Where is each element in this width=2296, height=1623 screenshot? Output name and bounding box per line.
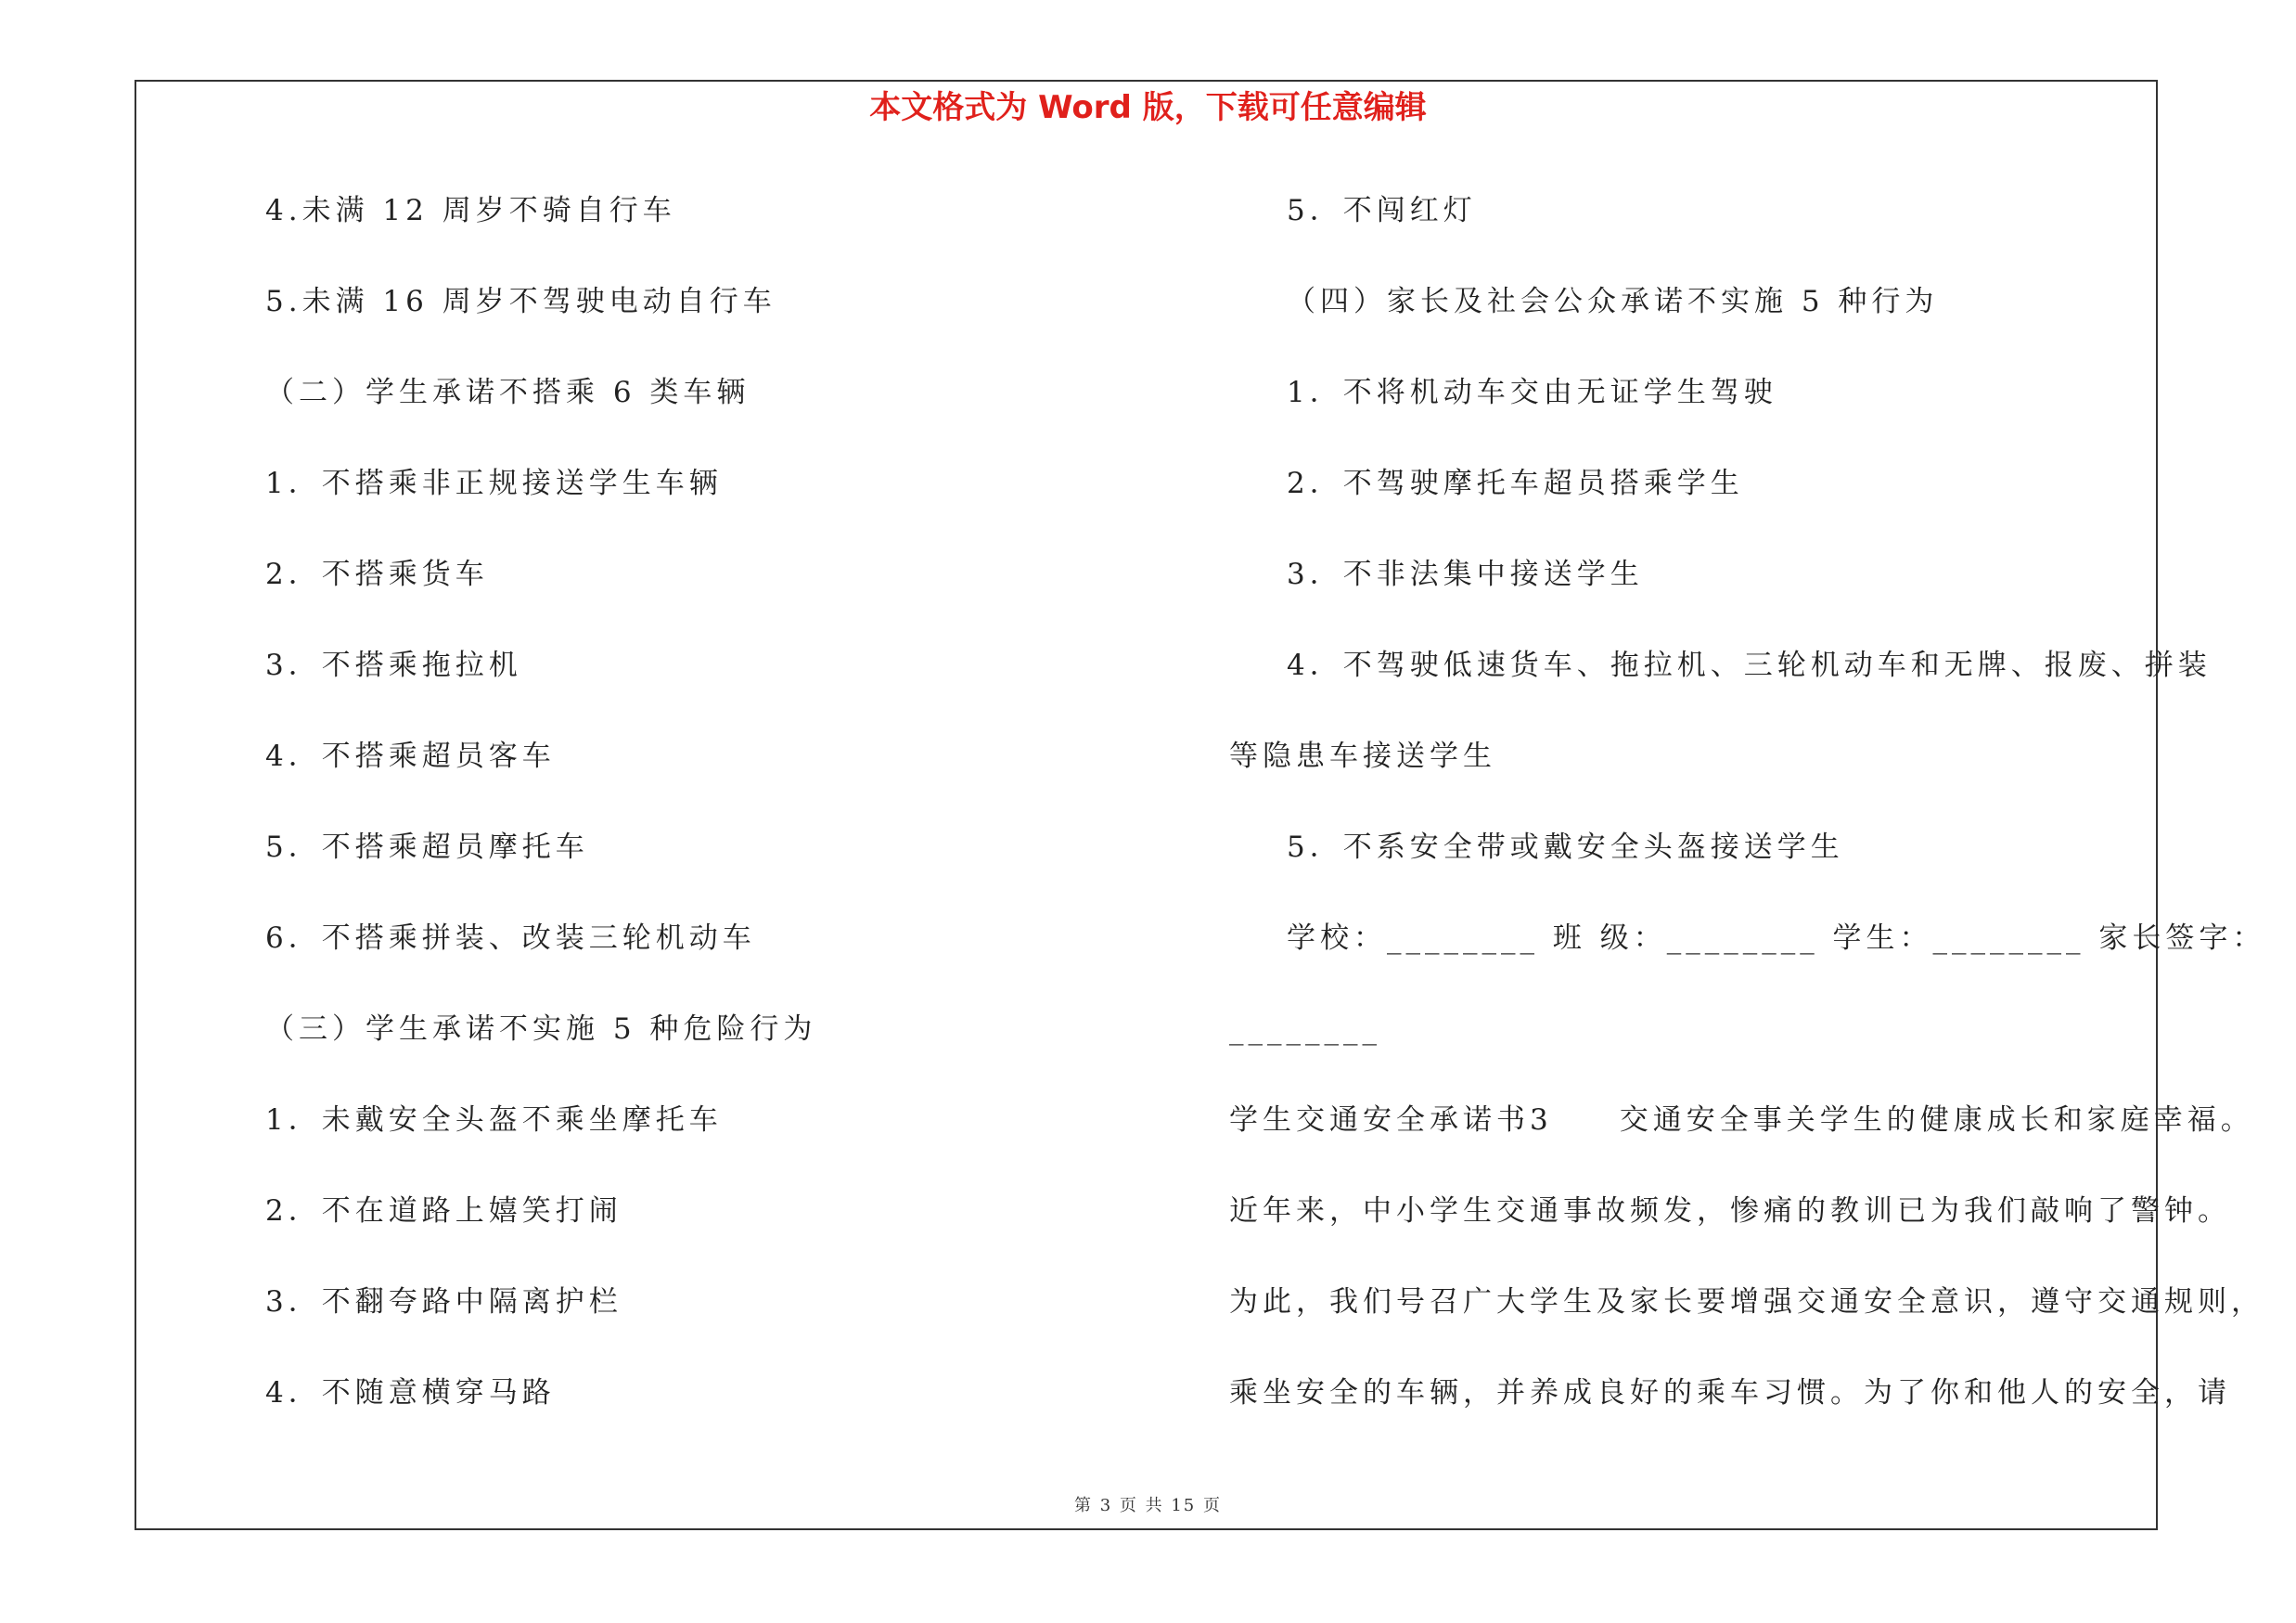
text-line: 3．不翻夸路中隔离护栏 <box>265 1285 622 1319</box>
text-line: 4．不搭乘超员客车 <box>265 740 556 773</box>
signature-line: 学校：________ 班 级：________ 学生：________ 家长签字： <box>1287 921 2266 955</box>
section-heading: （三）学生承诺不实施 5 种危险行为 <box>265 1012 817 1046</box>
text-line: 学生交通安全承诺书3 交通安全事关学生的健康成长和家庭幸福。 <box>1229 1103 2254 1137</box>
right-column <box>1229 181 2266 1454</box>
text-line: 5．不闯红灯 <box>1287 194 1477 227</box>
left-column <box>265 181 1193 1454</box>
text-line: 5.未满 16 周岁不驾驶电动自行车 <box>265 285 776 318</box>
text-line: 4.未满 12 周岁不骑自行车 <box>265 194 676 227</box>
text-line: 3．不非法集中接送学生 <box>1287 558 1644 591</box>
text-line: 4．不驾驶低速货车、拖拉机、三轮机动车和无牌、报废、拼装 <box>1287 649 2212 682</box>
text-line: 为此，我们号召广大学生及家长要增强交通安全意识，遵守交通规则， <box>1229 1285 2264 1319</box>
section-heading: （四）家长及社会公众承诺不实施 5 种行为 <box>1287 285 1939 318</box>
text-line: 6．不搭乘拼装、改装三轮机动车 <box>265 921 756 955</box>
text-line: 等隐患车接送学生 <box>1229 740 1496 773</box>
signature-blank: ________ <box>1229 1012 1381 1046</box>
text-line: 1．不将机动车交由无证学生驾驶 <box>1287 376 1777 409</box>
text-line: 2．不在道路上嬉笑打闹 <box>265 1194 622 1228</box>
header-banner: 本文格式为 Word 版，下载可任意编辑 <box>869 89 1427 126</box>
text-line: 5．不搭乘超员摩托车 <box>265 831 589 864</box>
text-line: 1．未戴安全头盔不乘坐摩托车 <box>265 1103 723 1137</box>
text-line: 近年来，中小学生交通事故频发，惨痛的教训已为我们敲响了警钟。 <box>1229 1194 2231 1228</box>
text-line: 1．不搭乘非正规接送学生车辆 <box>265 467 723 500</box>
text-line: 5．不系安全带或戴安全头盔接送学生 <box>1287 831 1844 864</box>
section-heading: （二）学生承诺不搭乘 6 类车辆 <box>265 376 750 409</box>
text-line: 4．不随意横穿马路 <box>265 1376 556 1410</box>
text-line: 2．不驾驶摩托车超员搭乘学生 <box>1287 467 1744 500</box>
text-line: 乘坐安全的车辆，并养成良好的乘车习惯。为了你和他人的安全，请 <box>1229 1376 2231 1410</box>
text-line: 3．不搭乘拖拉机 <box>265 649 522 682</box>
text-line: 2．不搭乘货车 <box>265 558 489 591</box>
page-footer: 第 3 页 共 15 页 <box>1074 1496 1222 1515</box>
